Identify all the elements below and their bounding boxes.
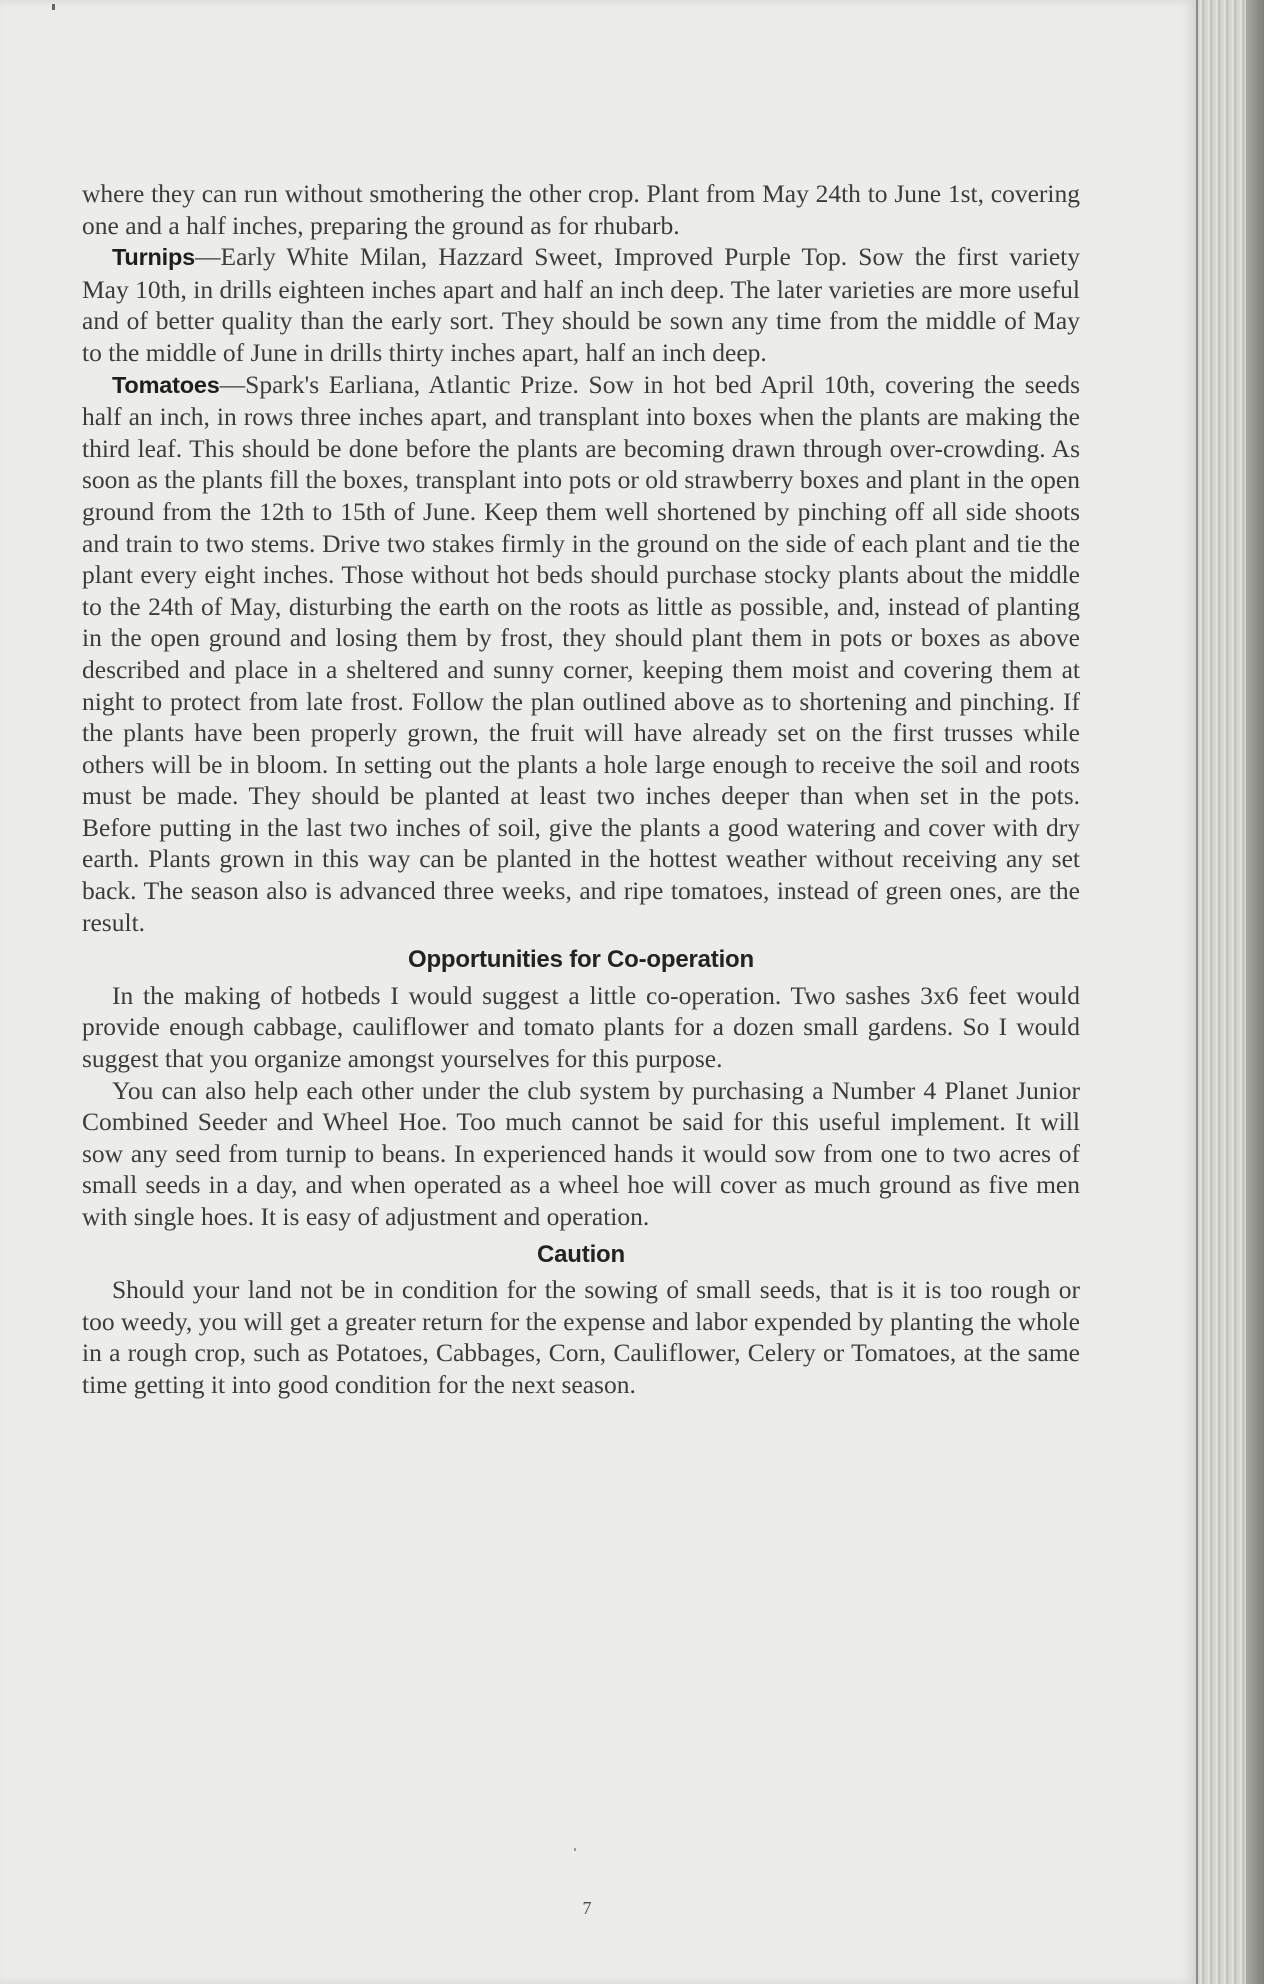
book-cover-edge [1246,0,1264,1984]
tomatoes-paragraph [82,369,1080,939]
caution-heading: Caution [537,1240,625,1268]
tomatoes-term: Tomatoes [112,371,220,398]
tomatoes-text: —Spark's Earliana, Atlantic Prize. Sow in hot bed April 10th, covering the seeds half an inch, in rows three inches apart, and transplant into boxes when the plants are making the third leaf. This should be done before the plants are becoming drawn through over-crowding. As soon as the plants fill the boxes, transplant into pots or old strawberry boxes and plant in the open ground from the 12th to 15th of June. Keep them well shortened by pinching off all side shoots and train to two stems. Drive two stakes firmly in the ground on the side of each plant and tie the plant every eight inches. Those without hot beds should purchase stocky plants about the middle to the 24th of May, disturbing the earth on the roots as little as possible, and, instead of planting in the open ground and losing them by frost, they should plant them in pots or boxes as above described and place in a sheltered and sunny corner, keeping them moist and covering them at night to protect from late frost. Follow the plan outlined above as to shortening and pinching. If the plants have been properly grown, the fruit will have already set on the first trusses while others will be in bloom. In setting out the plants a hole large enough to receive the soil and roots must be made. They should be planted at least two inches deeper than when set in the pots. Before putting in the last two inches of soil, give the plants a good watering and cover with dry earth. Plants grown in this way can be planted in the hottest weather without receiving any set back. The season also is advanced three weeks, and ripe tomatoes, instead of green ones, are the result. [82,369,1080,937]
cooperation-heading: Opportunities for Co-operation [408,946,754,974]
turnips-paragraph [82,241,1080,368]
intro-paragraph: where they can run without smothering the other crop. Plant from May 24th to June 1st, covering one and a half inches, preparing the ground as for rhubarb. [82,179,1080,240]
page-text [82,178,1080,1401]
cooperation-paragraph-2: You can also help each other under the club system by purchasing a Number 4 Planet Junior Combined Seeder and Wheel Hoe. Too much cannot be said for this useful implement. It will sow any seed from turnip to beans. In experienced hands it would sow from one to two acres of small seeds in a day, and when operated as a wheel hoe will cover as much ground as five men with single hoes. It is easy of adjustment and operation. [82,1075,1080,1231]
cooperation-paragraph-1: In the making of hotbeds I would suggest a little co-operation. Two sashes 3x6 feet would provide enough cabbage, cauliflower and tomato plants for a dozen small gardens. So I would suggest that you organize amongst yourselves for this purpose. [82,980,1080,1074]
scan-speck [574,1848,576,1851]
book-page-edges [1198,0,1264,1984]
turnips-term: Turnips [112,244,196,271]
scan-mark [52,4,55,10]
page-number: 7 [582,1898,592,1918]
turnips-text: —Early White Milan, Hazzard Sweet, Improved Purple Top. Sow the first variety May 10th, in drills eighteen inches apart and half an inch deep. The later varieties are more useful and of better quality than the early sort. They should be sown any time from the middle of May to the middle of June in drills thirty inches apart, half an inch deep. [82,242,1080,367]
caution-paragraph: Should your land not be in condition for the sowing of small seeds, that is it is too rough or too weedy, you will get a greater return for the expense and labor expended by planting the whole in a rough crop, such as Potatoes, Cabbages, Corn, Cauliflower, Celery or Tomatoes, at the same time getting it into good condition for the next season. [82,1275,1080,1399]
